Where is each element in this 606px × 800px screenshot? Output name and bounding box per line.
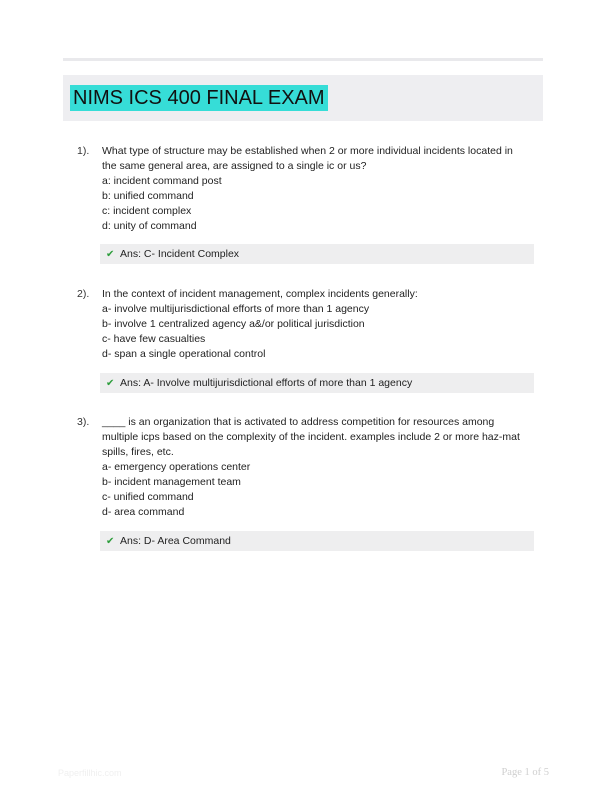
option-b: b- involve 1 centralized agency a&/or political jurisdiction <box>102 318 365 330</box>
option-a: a- emergency operations center <box>102 461 251 473</box>
top-divider <box>63 58 543 61</box>
question-text: multiple icps based on the complexity of the incident. examples include 2 or more haz-mat <box>102 431 520 443</box>
option-b: b: unified command <box>102 190 194 202</box>
answer-box-3 <box>100 531 534 551</box>
option-a: a: incident command post <box>102 175 222 187</box>
answer-box-2 <box>100 373 534 393</box>
option-d: d: unity of command <box>102 220 197 232</box>
title-banner <box>63 75 543 121</box>
question-text: What type of structure may be established when 2 or more individual incidents located in <box>102 145 513 157</box>
answer-text: Ans: C- Incident Complex <box>120 248 240 260</box>
check-icon: ✔ <box>106 249 115 260</box>
question-body <box>102 144 547 234</box>
answer-text: Ans: D- Area Command <box>120 535 231 547</box>
check-icon: ✔ <box>106 536 115 547</box>
option-c: c- unified command <box>102 491 194 503</box>
question-text: ____ is an organization that is activated to address competition for resources among <box>102 416 495 428</box>
question-number: 2). <box>77 288 90 300</box>
option-c: c- have few casualties <box>102 333 206 345</box>
option-c: c: incident complex <box>102 205 192 217</box>
question-body <box>102 415 547 520</box>
answer-text: Ans: A- Involve multijurisdictional efforts of more than 1 agency <box>120 377 413 389</box>
option-d: d- area command <box>102 506 185 518</box>
option-b: b- incident management team <box>102 476 241 488</box>
question-text: In the context of incident management, complex incidents generally: <box>102 288 418 300</box>
question-body <box>102 287 547 362</box>
question-number: 1). <box>77 145 90 157</box>
question-text: the same general area, are assigned to a single ic or us? <box>102 160 367 172</box>
question-1 <box>77 144 547 234</box>
check-icon: ✔ <box>106 378 115 389</box>
option-a: a- involve multijurisdictional efforts of more than 1 agency <box>102 303 370 315</box>
question-2 <box>77 287 547 362</box>
page-number: Page 1 of 5 <box>501 767 549 778</box>
question-text: spills, fires, etc. <box>102 446 174 458</box>
question-3 <box>77 415 547 520</box>
page-title: NIMS ICS 400 FINAL EXAM <box>70 85 328 111</box>
watermark: Paperfillhic.com <box>58 768 122 778</box>
option-d: d- span a single operational control <box>102 348 266 360</box>
answer-box-1 <box>100 244 534 264</box>
question-number: 3). <box>77 416 90 428</box>
